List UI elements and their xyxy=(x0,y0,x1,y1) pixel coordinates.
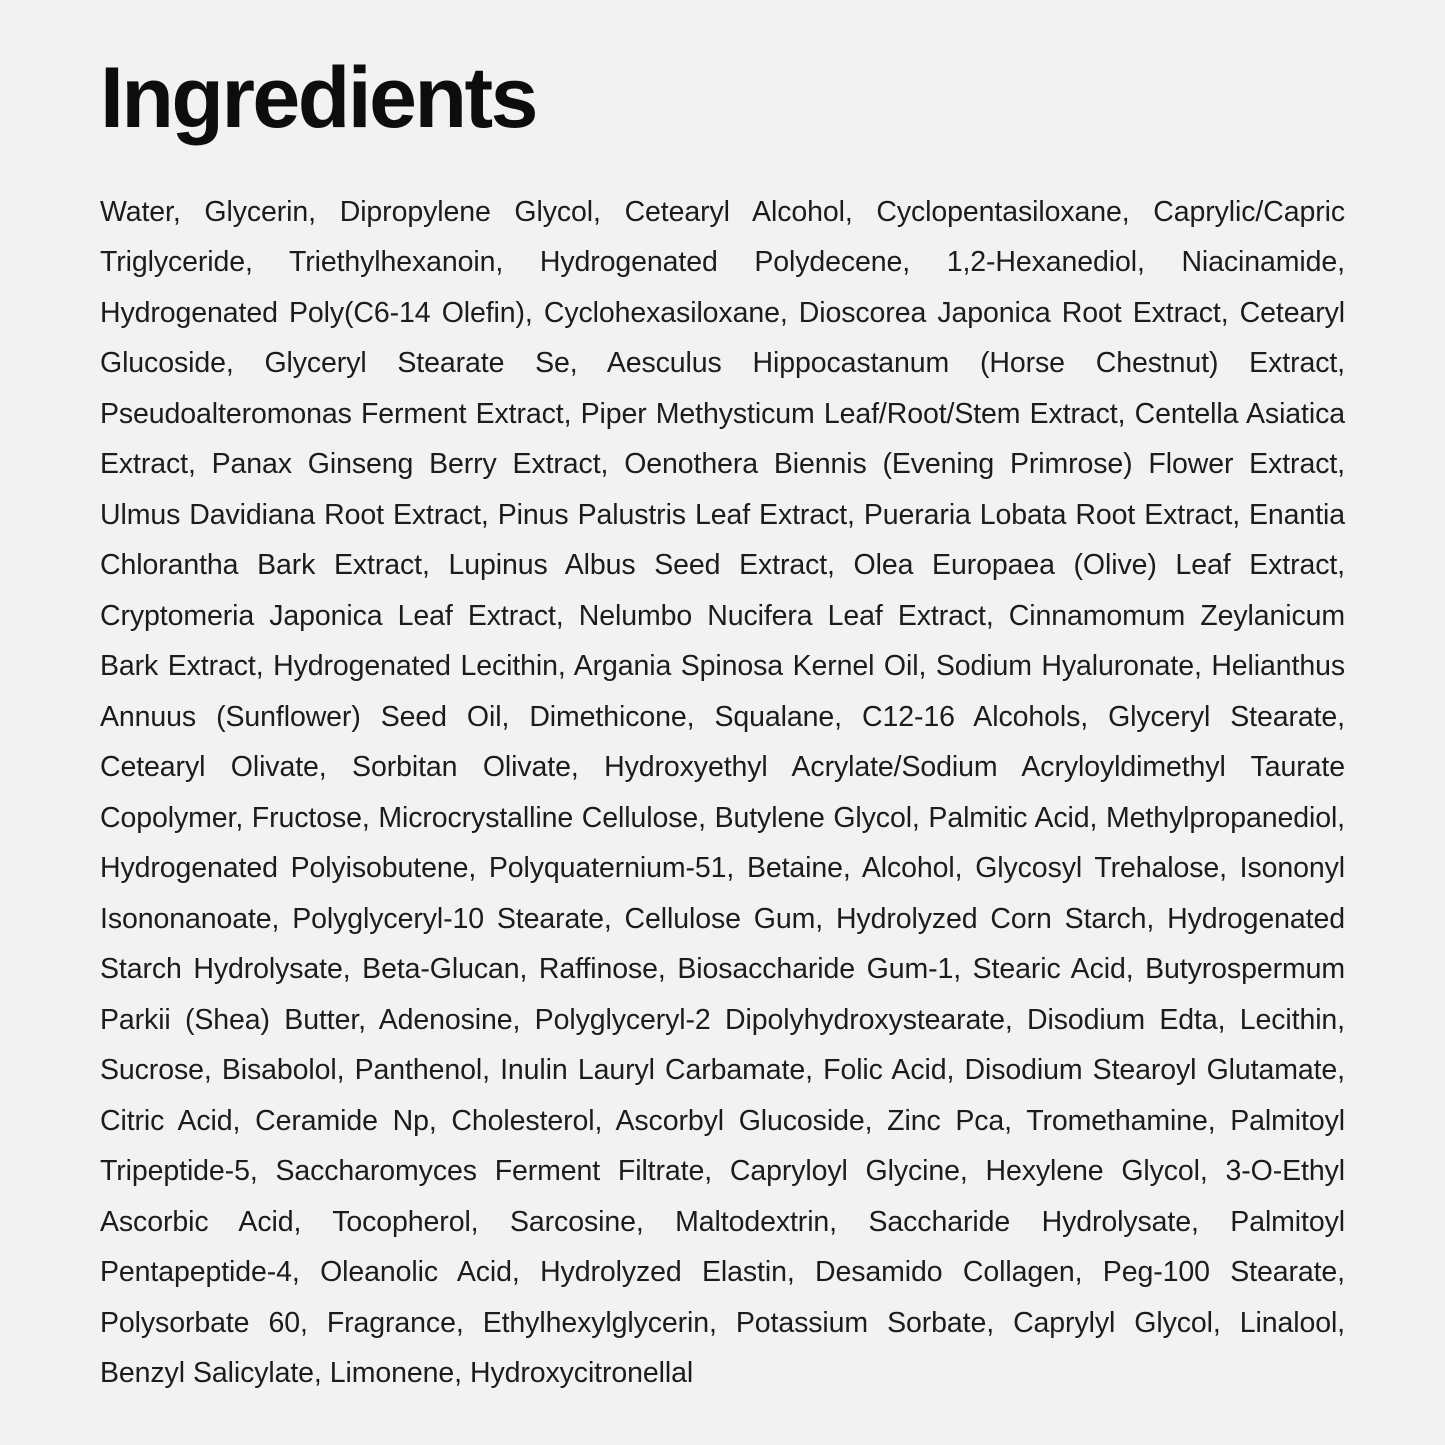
page-title: Ingredients xyxy=(100,50,537,146)
ingredients-list-text: Water, Glycerin, Dipropylene Glycol, Cetearyl Alcohol, Cyclopentasiloxane, Caprylic/Capric Triglyceride, Triethylhexanoin, Hydrogenated Polydecene, 1,2-Hexanediol, Niacinamide, Hydrogenated Poly(C6-14 Olefin), Cyclohexasiloxane, Dioscorea Japonica Root Extract, Cetearyl Glucoside, Glyceryl Stearate Se, Aesculus Hippocastanum (Horse Chestnut) Extract, Pseudoalteromonas Ferment Extract, Piper Methysticum Leaf/Root/Stem Extract, Centella Asiatica Extract, Panax Ginseng Berry Extract, Oenothera Biennis (Evening Primrose) Flower Extract, Ulmus Davidiana Root Extract, Pinus Palustris Leaf Extract, Pueraria Lobata Root Extract, Enantia Chlorantha Bark Extract, Lupinus Albus Seed Extract, Olea Europaea (Olive) Leaf Extract, Cryptomeria Japonica Leaf Extract, Nelumbo Nucifera Leaf Extract, Cinnamomum Zeylanicum Bark Extract, Hydrogenated Lecithin, Argania Spinosa Kernel Oil, Sodium Hyaluronate, Helianthus Annuus (Sunflower) Seed Oil, Dimethicone, Squalane, C12-16 Alcohols, Glyceryl Stearate, Cetearyl Olivate, Sorbitan Olivate, Hydroxyethyl Acrylate/Sodium Acryloyldimethyl Taurate Copolymer, Fructose, Microcrystalline Cellulose, Butylene Glycol, Palmitic Acid, Methylpropanediol, Hydrogenated Polyisobutene, Polyquaternium-51, Betaine, Alcohol, Glycosyl Trehalose, Isononyl Isononanoate, Polyglyceryl-10 Stearate, Cellulose Gum, Hydrolyzed Corn Starch, Hydrogenated Starch Hydrolysate, Beta-Glucan, Raffinose, Biosaccharide Gum-1, Stearic Acid, Butyrospermum Parkii (Shea) Butter, Adenosine, Polyglyceryl-2 Dipolyhydroxystearate, Disodium Edta, Lecithin, Sucrose, Bisabolol, Panthenol, Inulin Lauryl Carbamate, Folic Acid, Disodium Stearoyl Glutamate, Citric Acid, Ceramide Np, Cholesterol, Ascorbyl Glucoside, Zinc Pca, Tromethamine, Palmitoyl Tripeptide-5, Saccharomyces Ferment Filtrate, Capryloyl Glycine, Hexylene Glycol, 3-O-Ethyl Ascorbic Acid, Tocopherol, Sarcosine, Maltodextrin, Saccharide Hydrolysate, Palmitoyl Pentapeptide-4, Oleanolic Acid, Hydrolyzed Elastin, Desamido Collagen, Peg-100 Stearate, Polysorbate 60, Fragrance, Ethylhexylglycerin, Potassium Sorbate, Caprylyl Glycol, Linalool, Benzyl Salicylate, Limonene, Hydroxycitronellal xyxy=(100,195,1345,1390)
